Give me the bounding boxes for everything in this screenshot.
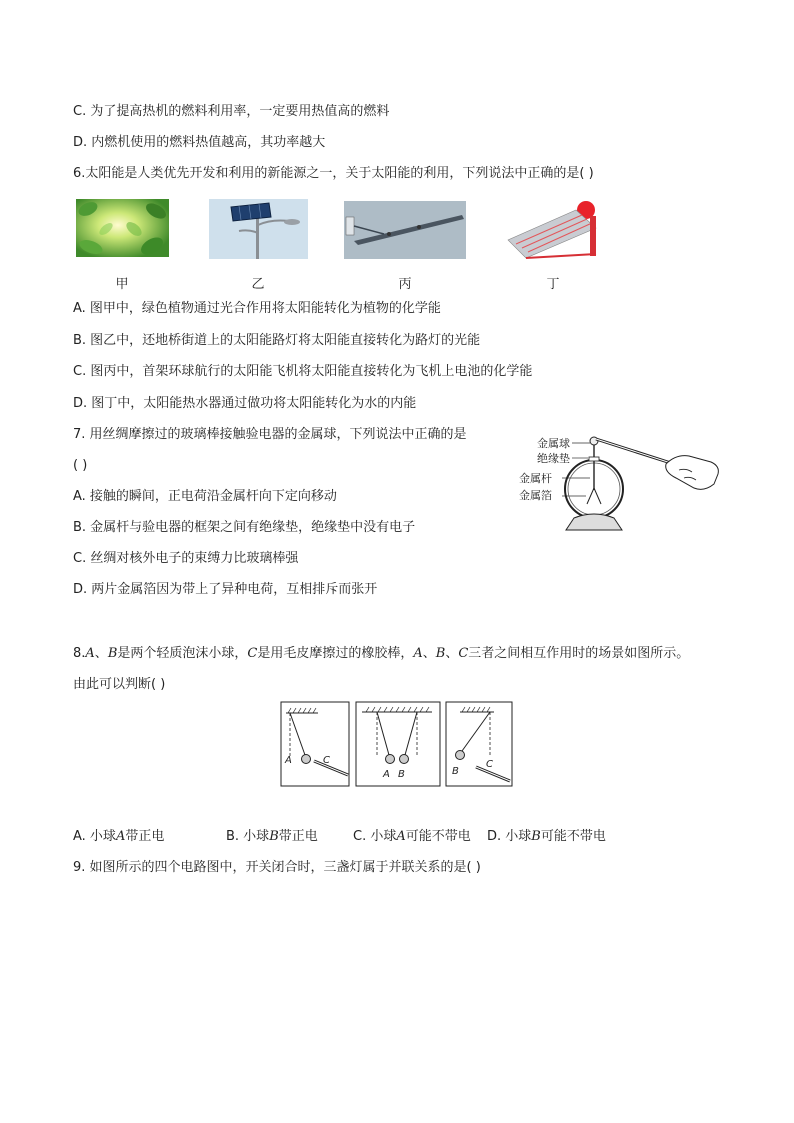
- electroscope-diagram: [514, 426, 728, 538]
- label-metal-ball: 金属球: [537, 437, 570, 450]
- q6-option-c: C. 图丙中，首架环球航行的太阳能飞机将太阳能直接转化为飞机上电池的化学能: [73, 364, 533, 379]
- caption-bing: 丙: [398, 277, 412, 292]
- fig2-label-a: A: [383, 769, 390, 780]
- label-insulating-pad: 绝缘垫: [537, 452, 570, 465]
- q6-stem: 6.太阳能是人类优先开发和利用的新能源之一，关于太阳能的利用，下列说法中正确的是( ): [73, 166, 594, 181]
- caption-yi: 乙: [251, 277, 265, 292]
- solar-street-light-image: [209, 199, 308, 259]
- q8-stem-line2: 由此可以判断( ): [73, 677, 166, 692]
- q7-option-d: D. 两片金属箔因为带上了异种电荷，互相排斥而张开: [73, 582, 378, 597]
- fig3-label-c: C: [486, 759, 493, 770]
- q7-stem: 7. 用丝绸摩擦过的玻璃棒接触验电器的金属球，下列说法中正确的是: [73, 427, 467, 442]
- q7-option-b: B. 金属杆与验电器的框架之间有绝缘垫，绝缘垫中没有电子: [73, 520, 416, 535]
- fig2-label-b: B: [398, 769, 405, 780]
- q8-option-a: A. 小球A带正电: [73, 829, 165, 844]
- q7-option-c: C. 丝绸对核外电子的束缚力比玻璃棒强: [73, 551, 299, 566]
- caption-ding: 丁: [546, 277, 560, 292]
- q5-option-d: D. 内燃机使用的燃料热值越高，其功率越大: [73, 135, 326, 150]
- label-metal-rod: 金属杆: [519, 472, 552, 485]
- q6-option-d: D. 图丁中，太阳能热水器通过做功将太阳能转化为水的内能: [73, 396, 417, 411]
- caption-jia: 甲: [115, 277, 129, 292]
- label-metal-foil: 金属箔: [519, 489, 552, 502]
- fig1-label-a: A: [285, 755, 292, 766]
- q7-option-a: A. 接触的瞬间，正电荷沿金属杆向下定向移动: [73, 489, 337, 504]
- solar-airplane-image: [344, 201, 466, 259]
- photosynthesis-leaves-image: [76, 199, 169, 257]
- q8-option-c: C. 小球A可能不带电: [353, 829, 471, 844]
- charged-balls-diagram: [280, 701, 514, 788]
- q7-answer-paren: ( ): [73, 458, 88, 473]
- q6-option-b: B. 图乙中，还地桥街道上的太阳能路灯将太阳能直接转化为路灯的光能: [73, 333, 481, 348]
- fig3-label-b: B: [452, 766, 459, 777]
- q6-option-a: A. 图甲中，绿色植物通过光合作用将太阳能转化为植物的化学能: [73, 301, 441, 316]
- q8-option-d: D. 小球B可能不带电: [487, 829, 606, 844]
- q5-option-c: C. 为了提高热机的燃料利用率，一定要用热值高的燃料: [73, 104, 390, 119]
- q8-option-b: B. 小球B带正电: [226, 829, 318, 844]
- solar-water-heater-image: [504, 200, 606, 260]
- q9-stem: 9. 如图所示的四个电路图中，开关闭合时，三盏灯属于并联关系的是( ): [73, 860, 481, 875]
- q8-stem: 8.A、B是两个轻质泡沫小球，C是用毛皮摩擦过的橡胶棒，A、B、C三者之间相互作用时的场景如图所示。: [73, 646, 690, 661]
- fig1-label-c: C: [323, 755, 330, 766]
